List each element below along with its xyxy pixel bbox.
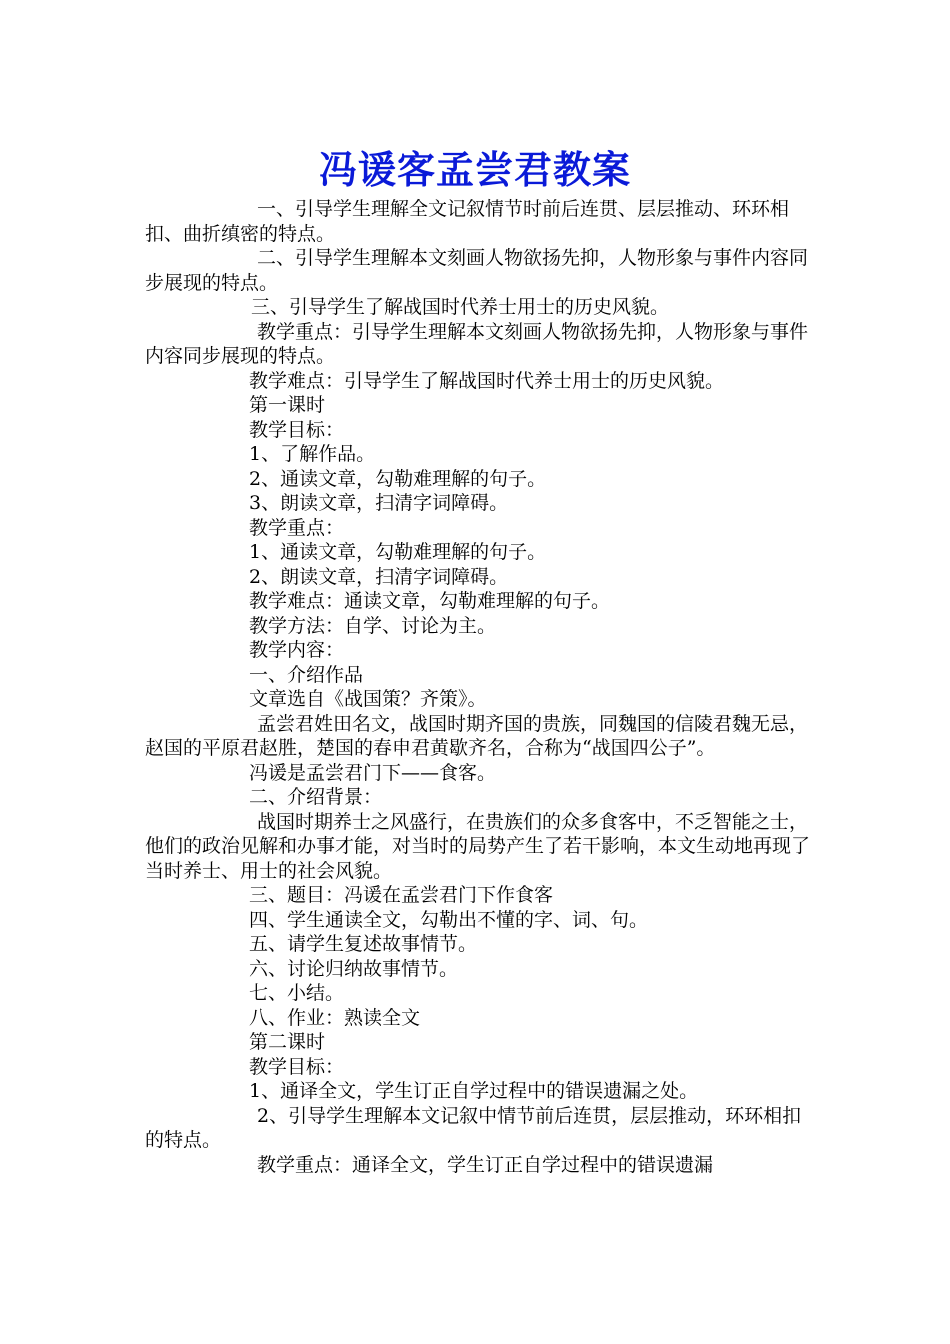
paragraph-30: 教学目标： bbox=[249, 1055, 345, 1078]
paragraph-32: 2、引导学生理解本文记叙中情节前后连贯，层层推动，环环相扣的特点。 bbox=[145, 1104, 802, 1151]
paragraph-26: 六、讨论归纳故事情节。 bbox=[249, 957, 459, 980]
paragraph-19: 孟尝君姓田名文，战国时期齐国的贵族，同魏国的信陵君魏无忌，赵国的平原君赵胜，楚国的春申君黄歇齐名，合称为“战国四公子”。 bbox=[145, 712, 809, 759]
paragraph-4: 教学重点：引导学生理解本文刻画人物欲扬先抑，人物形象与事件内容同步展现的特点。 bbox=[145, 320, 809, 367]
paragraph-12: 1、通读文章，勾勒难理解的句子。 bbox=[249, 541, 547, 563]
paragraph-2: 二、引导学生理解本文刻画人物欲扬先抑，人物形象与事件内容同步展现的特点。 bbox=[145, 247, 809, 294]
paragraph-9: 2、通读文章，勾勒难理解的句子。 bbox=[249, 467, 547, 490]
paragraph-18: 文章选自《战国策？齐策》。 bbox=[249, 688, 487, 710]
document-title: 冯谖客孟尝君教案 bbox=[318, 147, 631, 193]
paragraph-31: 1、通译全文，学生订正自学过程中的错误遗漏之处。 bbox=[249, 1080, 699, 1102]
paragraph-16: 教学内容： bbox=[249, 639, 345, 661]
paragraph-21: 二、介绍背景： bbox=[249, 786, 383, 808]
document-body bbox=[145, 197, 810, 1177]
paragraph-15: 教学方法：自学、讨论为主。 bbox=[249, 614, 497, 637]
paragraph-22: 战国时期养士之风盛行，在贵族们的众多食客中，不乏智能之士，他们的政治见解和办事才能，对当时的局势产生了若干影响，本文生动地再现了当时养士、用士的社会风貌。 bbox=[145, 810, 811, 882]
paragraph-25: 五、请学生复述故事情节。 bbox=[249, 933, 478, 955]
paragraph-28: 八、作业：熟读全文 bbox=[249, 1006, 421, 1029]
paragraph-1: 一、引导学生理解全文记叙情节时前后连贯、层层推动、环环相扣、曲折缜密的特点。 bbox=[145, 198, 790, 245]
paragraph-8: 1、了解作品。 bbox=[249, 443, 376, 465]
paragraph-29: 第二课时 bbox=[249, 1031, 326, 1053]
paragraph-24: 四、学生通读全文，勾勒出不懂的字、词、句。 bbox=[249, 908, 649, 931]
paragraph-23: 三、题目：冯谖在孟尝君门下作食客 bbox=[249, 884, 554, 906]
paragraph-6: 第一课时 bbox=[249, 394, 326, 416]
paragraph-33: 教学重点：通译全文，学生订正自学过程中的错误遗漏 bbox=[257, 1153, 714, 1176]
paragraph-3: 三、引导学生了解战国时代养士用士的历史风貌。 bbox=[251, 296, 670, 318]
paragraph-5: 教学难点：引导学生了解战国时代养士用士的历史风貌。 bbox=[249, 369, 725, 392]
paragraph-17: 一、介绍作品 bbox=[249, 663, 364, 686]
paragraph-27: 七、小结。 bbox=[249, 982, 345, 1004]
paragraph-10: 3、朗读文章，扫清字词障碍。 bbox=[249, 492, 509, 514]
paragraph-14: 教学难点：通读文章，勾勒难理解的句子。 bbox=[249, 590, 611, 612]
paragraph-20: 冯谖是孟尝君门下——食客。 bbox=[249, 761, 497, 784]
paragraph-11: 教学重点： bbox=[249, 516, 345, 539]
paragraph-13: 2、朗读文章，扫清字词障碍。 bbox=[249, 565, 509, 588]
paragraph-7: 教学目标： bbox=[249, 418, 345, 441]
